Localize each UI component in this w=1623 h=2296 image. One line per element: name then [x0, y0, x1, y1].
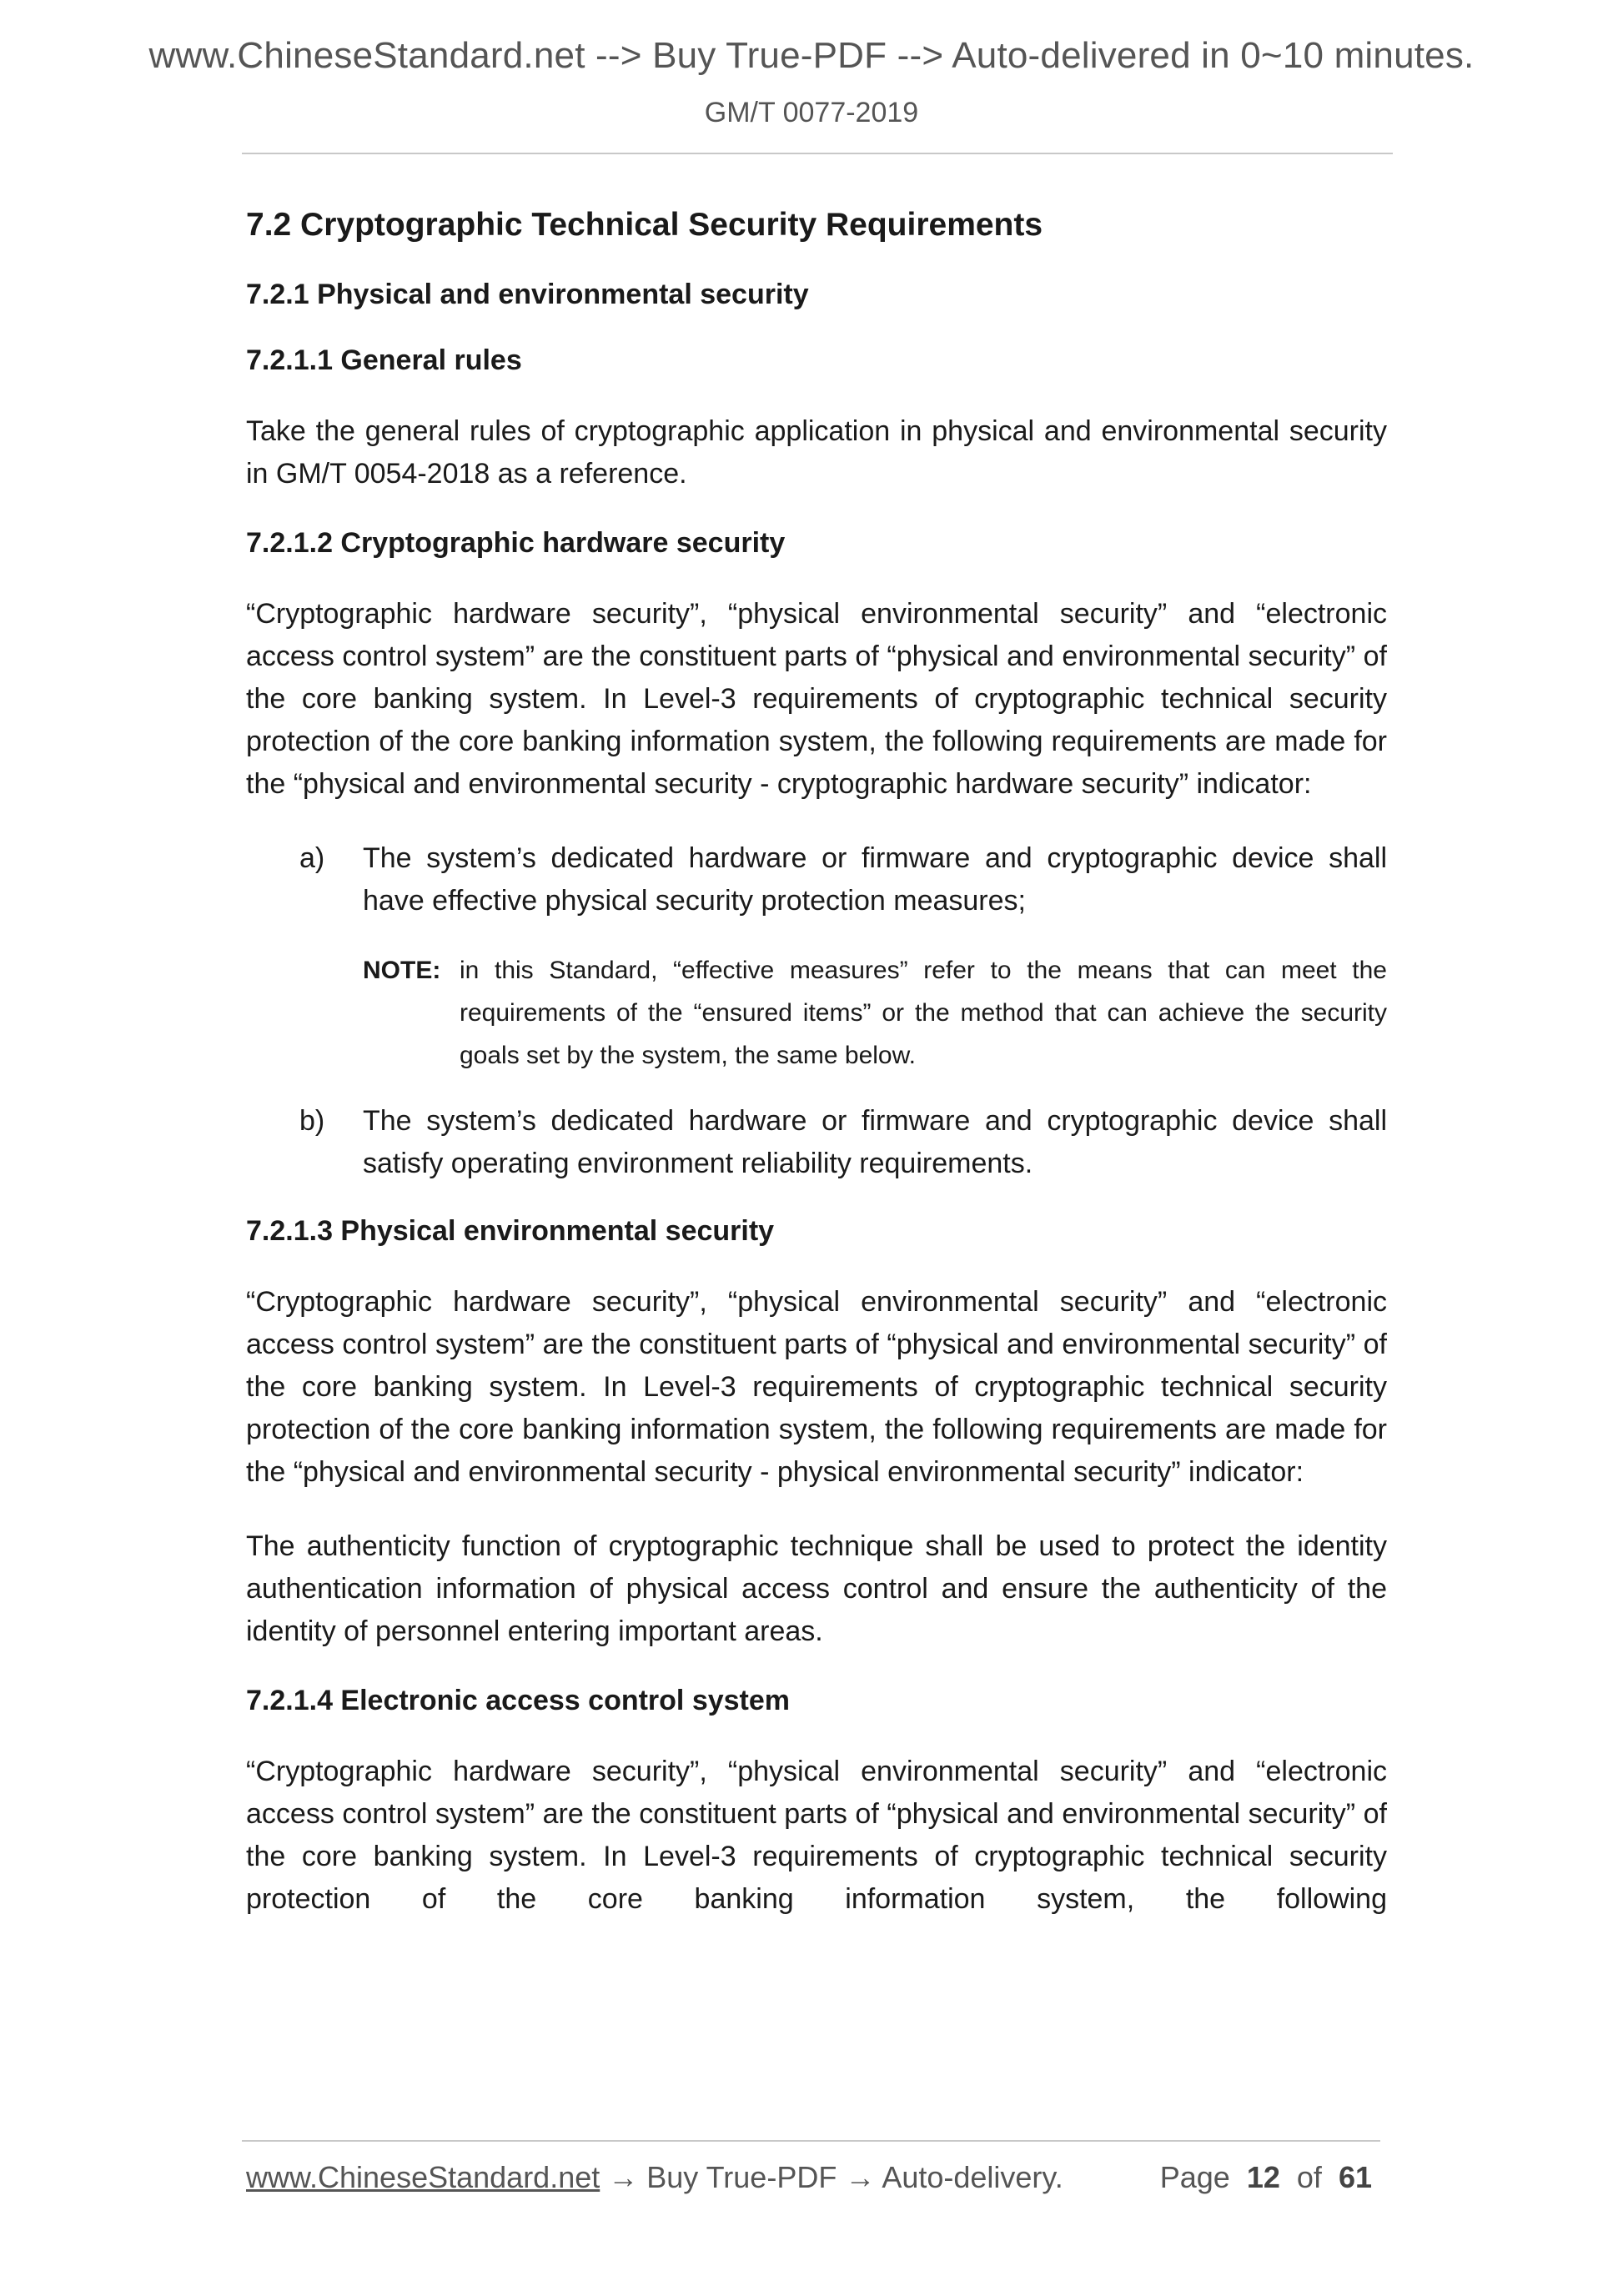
header-divider: [242, 153, 1393, 154]
paragraph: The authenticity function of cryptographic technique shall be used to protect the identity authentication information of physical access control and ensure the authenticity of the identity of personnel entering important areas.: [246, 1530, 1387, 1647]
footer-divider: [242, 2140, 1380, 2142]
list-item: [246, 1100, 1387, 1185]
document-body: [246, 200, 1387, 1952]
list-item-text: The system’s dedicated hardware or firmware and cryptographic device shall satisfy operating environment reliability requirements.: [363, 1105, 1387, 1179]
header-banner: www.ChineseStandard.net --> Buy True-PDF --> Auto-delivered in 0~10 minutes.: [148, 35, 1475, 76]
page-word: Page: [1159, 2160, 1230, 2194]
paragraph: “Cryptographic hardware security”, “physical environmental security” and “electronic access control system” are the constituent parts of “physical and environmental security” of the core banking system. In Level-3 requirements of cryptographic technical security protection of the core banking information system, the following requirements are made for the “physical and environmental security - cryptographic hardware security” indicator:: [246, 598, 1387, 800]
footer-text: → Buy True-PDF → Auto-delivery.: [600, 2160, 1063, 2194]
paragraph: “Cryptographic hardware security”, “physical environmental security” and “electronic access control system” are the constituent parts of “physical and environmental security” of the core banking system. In Level-3 requirements of cryptographic technical security protection of the core banking information system, the following requirements are made for the “physical and environmental security - physical environmental security” indicator:: [246, 1286, 1387, 1488]
paragraph: Take the general rules of cryptographic application in physical and environmental security in GM/T 0054-2018 as a reference.: [246, 415, 1387, 490]
note-text: in this Standard, “effective measures” refer to the means that can meet the requirements of the “ensured items” or the method that can achieve the security goals set by the system, the same below.: [460, 957, 1387, 1069]
of-word: of: [1296, 2160, 1322, 2194]
footer: [246, 2160, 1380, 2195]
page-indicator: [1160, 2160, 1372, 2195]
section-heading-7-2-1-4: 7.2.1.4 Electronic access control system: [246, 1685, 791, 1716]
list-item-text: The system’s dedicated hardware or firmware and cryptographic device shall have effective physical security protection measures;: [363, 842, 1387, 917]
section-heading-7-2-1-2: 7.2.1.2 Cryptographic hardware security: [246, 527, 786, 559]
list-item-label: a): [299, 842, 325, 874]
document-number: GM/T 0077-2019: [704, 97, 919, 128]
section-heading-7-2-1-1: 7.2.1.1 General rules: [246, 344, 522, 376]
section-heading-7-2: 7.2 Cryptographic Technical Security Requirements: [246, 207, 1043, 243]
list-item: [246, 837, 1387, 922]
page-total: 61: [1338, 2160, 1372, 2194]
paragraph: “Cryptographic hardware security”, “physical environmental security” and “electronic access control system” are the constituent parts of “physical and environmental security” of the core banking system. In Level-3 requirements of cryptographic technical security protection of the core banking information system, the following: [246, 1756, 1387, 1915]
footer-link[interactable]: www.ChineseStandard.net: [246, 2160, 600, 2194]
section-heading-7-2-1: 7.2.1 Physical and environmental security: [246, 279, 809, 310]
page-number: 12: [1246, 2160, 1280, 2194]
note-label: NOTE:: [363, 957, 441, 984]
section-heading-7-2-1-3: 7.2.1.3 Physical environmental security: [246, 1215, 775, 1247]
list-item-label: b): [299, 1105, 325, 1137]
note: [363, 949, 1387, 1077]
